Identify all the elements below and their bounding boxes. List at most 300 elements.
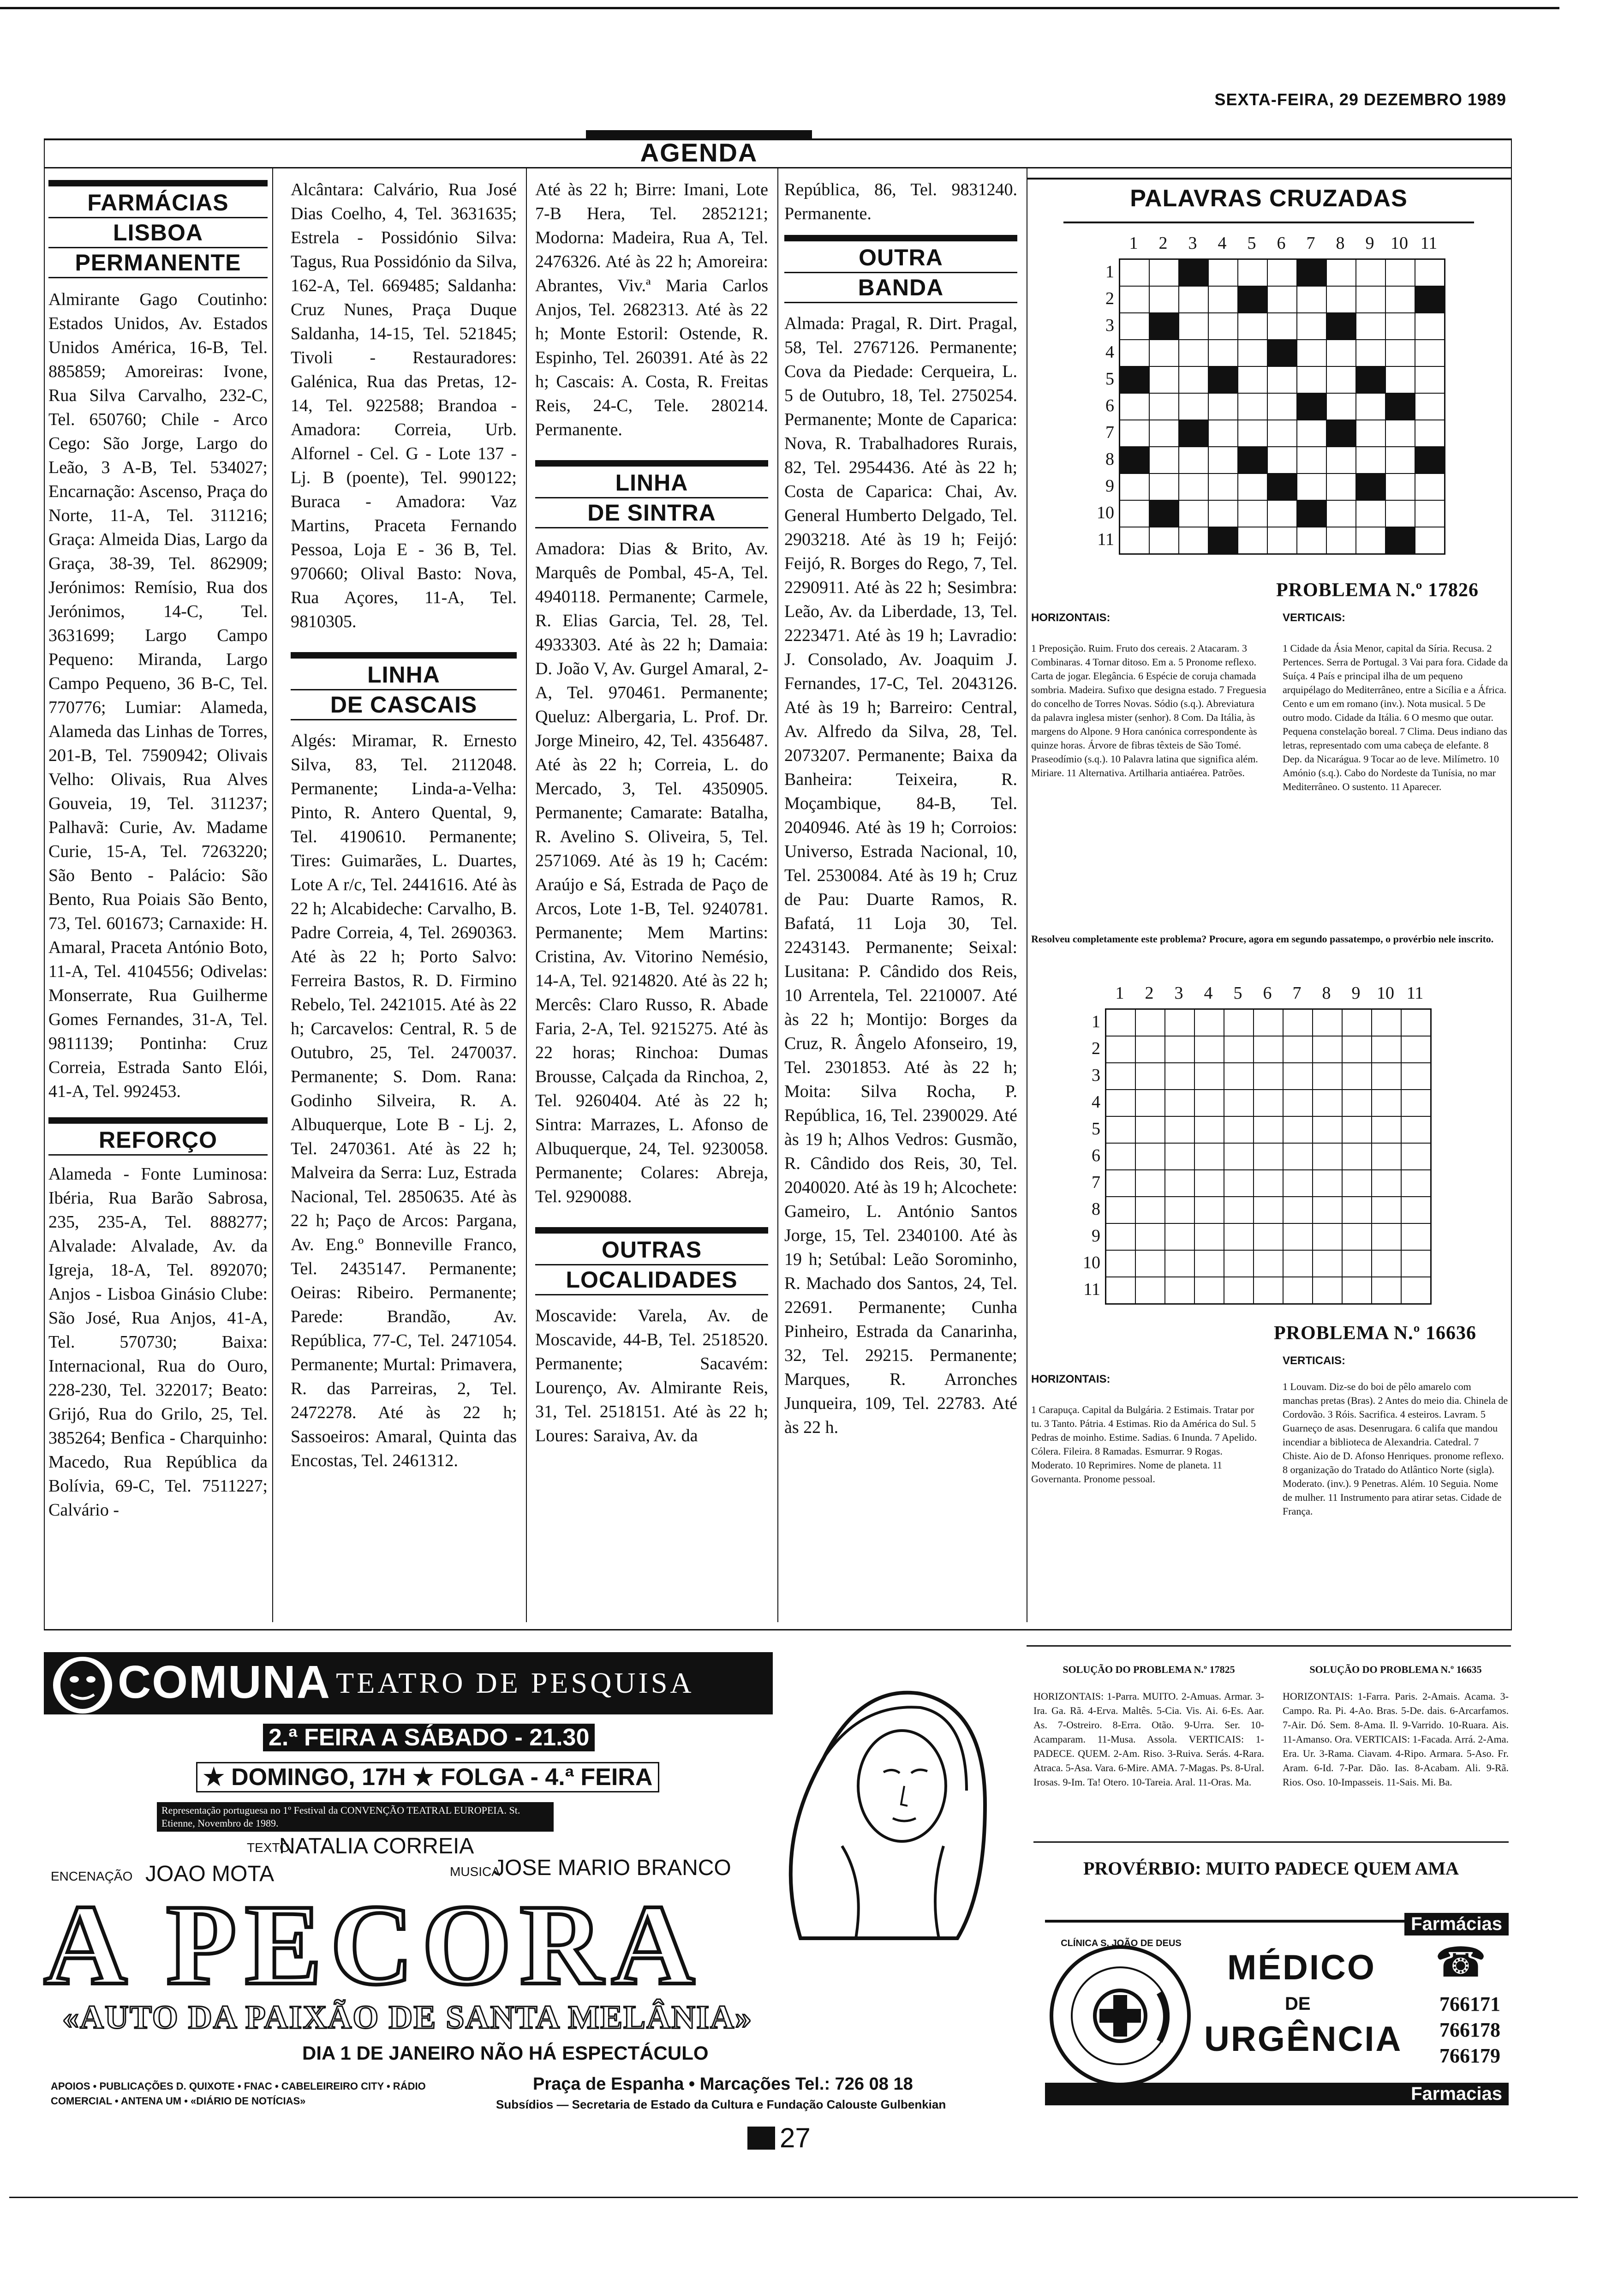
grid-cell[interactable]	[1313, 1170, 1342, 1197]
grid-cell[interactable]	[1342, 1170, 1372, 1197]
grid-cell[interactable]	[1313, 1223, 1342, 1250]
grid-cell[interactable]	[1385, 259, 1415, 287]
grid-cell[interactable]	[1135, 1036, 1165, 1063]
heading-line	[535, 1294, 768, 1295]
grid-cell[interactable]	[1106, 1250, 1136, 1277]
grid-cell[interactable]	[1106, 1063, 1136, 1090]
grid-cell[interactable]	[1415, 527, 1445, 554]
grid-cell[interactable]	[1165, 1170, 1194, 1197]
grid-cell[interactable]	[1224, 1116, 1254, 1143]
grid-cell[interactable]	[1415, 473, 1445, 500]
grid-cell[interactable]	[1238, 393, 1267, 420]
row-number: 10	[1097, 503, 1114, 522]
grid-cell[interactable]	[1372, 1063, 1401, 1090]
grid-cell[interactable]	[1254, 1009, 1283, 1037]
column-sintra-outras	[535, 178, 768, 1448]
heading-permanente: PERMANENTE	[75, 250, 241, 276]
grid-cell[interactable]	[1401, 1250, 1431, 1277]
grid-cell[interactable]	[1356, 447, 1385, 473]
grid-cell[interactable]	[1120, 527, 1150, 554]
grid-cell[interactable]	[1179, 473, 1208, 500]
col-divider-1	[272, 168, 273, 1622]
grid-cell[interactable]	[1208, 340, 1238, 366]
grid-cell[interactable]	[1372, 1009, 1401, 1037]
col-number: 6	[1263, 983, 1272, 1003]
grid-cell[interactable]	[1313, 1063, 1342, 1090]
grid-cell[interactable]	[1283, 1143, 1313, 1170]
col-divider-2	[526, 168, 527, 1622]
grid-cell[interactable]	[1120, 473, 1150, 500]
heading-bar	[291, 652, 517, 659]
grid-cell[interactable]	[1297, 527, 1326, 554]
crossword-grid-1[interactable]	[1119, 258, 1445, 555]
grid1-col-numbers	[1119, 233, 1444, 253]
grid-cell[interactable]	[1179, 366, 1208, 393]
grid-cell[interactable]	[1401, 1143, 1431, 1170]
proverbio-rule	[1033, 1841, 1509, 1843]
grid-cell[interactable]	[1238, 500, 1267, 527]
grid-cell[interactable]	[1401, 1009, 1431, 1037]
grid-cell[interactable]	[1385, 313, 1415, 340]
grid-cell[interactable]	[1283, 1223, 1313, 1250]
grid-cell[interactable]	[1224, 1090, 1254, 1116]
grid-cell[interactable]	[1267, 340, 1297, 366]
grid-cell[interactable]	[1179, 340, 1208, 366]
grid-cell[interactable]	[1401, 1170, 1431, 1197]
grid-cell[interactable]	[1254, 1170, 1283, 1197]
grid-cell[interactable]	[1313, 1197, 1342, 1223]
grid-cell[interactable]	[1224, 1063, 1254, 1090]
grid-cell[interactable]	[1165, 1063, 1194, 1090]
horizontais-label-2: HORIZONTAIS:	[1031, 1373, 1111, 1385]
grid-cell[interactable]	[1165, 1009, 1194, 1037]
grid-cell[interactable]	[1283, 1197, 1313, 1223]
grid-cell[interactable]	[1254, 1197, 1283, 1223]
grid-cell[interactable]	[1238, 286, 1267, 313]
grid-cell[interactable]	[1238, 447, 1267, 473]
col-number: 2	[1145, 983, 1154, 1003]
grid-cell[interactable]	[1415, 393, 1445, 420]
grid-cell[interactable]	[1120, 500, 1150, 527]
grid-cell[interactable]	[1179, 313, 1208, 340]
grid-cell[interactable]	[1149, 527, 1179, 554]
grid-cell[interactable]	[1194, 1116, 1224, 1143]
listing-text: Alcântara: Calvário, Rua José Dias Coelho, 4, Tel. 3631635; Estrela - Possidónio Silva: Tagus, Rua Possidónio da Silva, 162-A, Tel. 669485; Saldanha: Cruz Nunes, Praça Duque Saldanha, 14-15, Tel. 521845; Tivoli - Restauradores: Galénica, Rua das Pretas, 12-14, Tel. 922588; Brandoa - Amadora: Correia, Urb. Alfornel - Cel. G - Lote 137 - Lj. B (poente), Tel. 990122; Buraca - Amadora: Vaz Martins, Praceta Fernando Pessoa, Loja E - 36 B, Tel. 970660; Olival Basto: Nova, Rua Açores, 11-A, Tel. 9810305.	[291, 180, 517, 631]
grid-cell[interactable]	[1401, 1063, 1431, 1090]
grid-cell[interactable]	[1313, 1250, 1342, 1277]
grid-cell[interactable]	[1165, 1036, 1194, 1063]
grid-cell[interactable]	[1254, 1277, 1283, 1304]
col-number: 11	[1406, 983, 1424, 1003]
grid-cell[interactable]	[1372, 1090, 1401, 1116]
crossword-grid-2[interactable]	[1105, 1008, 1432, 1305]
grid-cell[interactable]	[1326, 473, 1356, 500]
grid-cell[interactable]	[1120, 340, 1150, 366]
grid-cell[interactable]	[1208, 259, 1238, 287]
grid-cell[interactable]	[1342, 1143, 1372, 1170]
grid-cell[interactable]	[1238, 420, 1267, 447]
grid-cell[interactable]	[1283, 1036, 1313, 1063]
grid-cell[interactable]	[1120, 286, 1150, 313]
grid-cell[interactable]	[1120, 259, 1150, 287]
grid-cell[interactable]	[1165, 1090, 1194, 1116]
grid-cell[interactable]	[1224, 1036, 1254, 1063]
row-number: 6	[1105, 396, 1114, 415]
grid-cell[interactable]	[1179, 393, 1208, 420]
grid-cell[interactable]	[1149, 447, 1179, 473]
play-subtitle: «AUTO DA PAIXÃO DE SANTA MELÂNIA»	[62, 1999, 753, 2036]
grid-cell[interactable]	[1385, 393, 1415, 420]
grid-cell[interactable]	[1385, 286, 1415, 313]
grid-cell[interactable]	[1356, 366, 1385, 393]
grid-cell[interactable]	[1267, 286, 1297, 313]
grid-cell[interactable]	[1254, 1090, 1283, 1116]
listing-text: Almada: Pragal, R. Dirt. Pragal, 58, Tel. 2767126. Permanente; Cova da Piedade: Cerqueira, L. 5 de Outubro, 18, Tel. 2750254. Permanente; Monte de Caparica: Nova, R. Trabalhadores Rurais, 82, Tel. 2954436. Até às 22 h; Costa de Caparica: Chai, Av. General Humberto Delgado, Tel. 2903218. Até às 19 h; Feijó: Feijó, R. Borges do Rego, 7, Tel. 2290911. Até às 22 h; Sesimbra: Leão, Av. da Liberdade, 13, Tel. 2223471. Até às 19 h; Lavradio: J. Consolado, Av. Joaquim J. Fernandes, 17-C, Tel. 2043126. Até às 19 h; Barreiro: Central, Av. Alfredo da Silva, 28, Tel. 2073207. Permanente; Baixa da Banheira: Teixeira, R. Moçambique, 84-B, Tel. 2040946. Até às 19 h; Corroios: Universo, Estrada Nacional, 10, Tel. 2530084. Até às 19 h; Cruz de Pau: Duarte Ramos, R. Bafatá, 11 Loja 30, Tel. 2243143. Permanente; Seixal: Lusitana: P. Cândido dos Reis, 10 Arrentela, Tel. 2210007. Até às 22 h; Montijo: Borges da Cruz, R. Ângelo Afonseiro, 19, Tel. 2301853. Até às 22 h; Moita: Silva Rocha, P. República, 16, Tel. 2390029. Até às 19 h; Alhos Vedros: Gusmão, R. Cândido dos Reis, 30, Tel. 2040020. Até às 19 h; Alcochete: Gameiro, L. António Santos Jorge, 15, Tel. 2340100. Até às 19 h; Setúbal: Leão Sorominho, R. Machado dos Santos, 24, Tel. 22691. Permanente; Cunha Pinheiro, Estrada da Canarinha, 32, Tel. 29215. Permanente; Marques, R. Arronches Junqueira, 109, Tel. 22783. Até às 22 h.	[784, 314, 1017, 1437]
grid-cell[interactable]	[1283, 1250, 1313, 1277]
grid-cell[interactable]	[1194, 1143, 1224, 1170]
grid-cell[interactable]	[1415, 313, 1445, 340]
grid-cell[interactable]	[1254, 1223, 1283, 1250]
grid-cell[interactable]	[1106, 1197, 1136, 1223]
grid-cell[interactable]	[1106, 1090, 1136, 1116]
grid-cell[interactable]	[1267, 500, 1297, 527]
grid-cell[interactable]	[1267, 366, 1297, 393]
row-number: 7	[1092, 1173, 1100, 1192]
grid-cell[interactable]	[1238, 473, 1267, 500]
grid-cell[interactable]	[1149, 473, 1179, 500]
crossword-top-rule	[1027, 178, 1511, 180]
grid-cell[interactable]	[1135, 1250, 1165, 1277]
grid-cell[interactable]	[1415, 366, 1445, 393]
col-number: 5	[1233, 983, 1242, 1003]
grid-cell[interactable]	[1194, 1036, 1224, 1063]
grid-cell[interactable]	[1401, 1036, 1431, 1063]
grid-cell[interactable]	[1342, 1009, 1372, 1037]
grid-cell[interactable]	[1135, 1009, 1165, 1037]
grid-cell[interactable]	[1224, 1197, 1254, 1223]
grid-cell[interactable]	[1120, 313, 1150, 340]
grid-cell[interactable]	[1267, 420, 1297, 447]
grid-cell[interactable]	[1356, 473, 1385, 500]
grid-cell[interactable]	[1149, 340, 1179, 366]
grid-cell[interactable]	[1401, 1223, 1431, 1250]
grid-cell[interactable]	[1224, 1143, 1254, 1170]
grid-cell[interactable]	[1297, 500, 1326, 527]
grid-cell[interactable]	[1165, 1197, 1194, 1223]
grid-cell[interactable]	[1238, 527, 1267, 554]
grid-cell[interactable]	[1342, 1250, 1372, 1277]
heading-reforco: REFORÇO	[99, 1127, 217, 1153]
solution-2-text: HORIZONTAIS: 1-Farra. Paris. 2-Amais. Acama. 3-Campo. Ra. Pi. 4-Ao. Bras. 5-De. dais. 6-Arcarfamos. 7-Air. Dó. Sem. 8-Ama. Il. 9-Varrido. 10-Ruara. Ais. 11-Amanso. Ora. VERTICAIS: 1-Facada. Arrá. 2-Ama. Era. Ur. 3-Rama. Ciavam. 4-Ripo. Armara. 5-Aso. Fr. Aram. 6-Id. 7-Par. Dão. Ias. 8-Acabam. Ali. 9-Rã. Rios. Oso. 10-Impasseis. 11-Sais. Mi. Ba.	[1283, 1690, 1509, 1788]
grid-cell[interactable]	[1120, 366, 1150, 393]
grid-cell[interactable]	[1267, 259, 1297, 287]
grid-cell[interactable]	[1297, 340, 1326, 366]
grid-cell[interactable]	[1254, 1143, 1283, 1170]
grid-cell[interactable]	[1135, 1063, 1165, 1090]
grid-cell[interactable]	[1254, 1036, 1283, 1063]
grid-cell[interactable]	[1120, 420, 1150, 447]
grid-cell[interactable]	[1313, 1009, 1342, 1037]
grid-cell[interactable]	[1385, 447, 1415, 473]
grid-cell[interactable]	[1106, 1170, 1136, 1197]
grid-cell[interactable]	[1372, 1277, 1401, 1304]
grid-cell[interactable]	[1208, 527, 1238, 554]
grid-cell[interactable]	[1297, 286, 1326, 313]
grid-cell[interactable]	[1194, 1197, 1224, 1223]
grid-cell[interactable]	[1385, 340, 1415, 366]
solution-1-title: SOLUÇÃO DO PROBLEMA N.º 17825	[1063, 1664, 1235, 1675]
grid-cell[interactable]	[1342, 1116, 1372, 1143]
grid-cell[interactable]	[1283, 1116, 1313, 1143]
grid-cell[interactable]	[1372, 1170, 1401, 1197]
grid-cell[interactable]	[1297, 259, 1326, 287]
grid-cell[interactable]	[1106, 1036, 1136, 1063]
grid-cell[interactable]	[1342, 1277, 1372, 1304]
grid-cell[interactable]	[1372, 1197, 1401, 1223]
grid-cell[interactable]	[1149, 286, 1179, 313]
grid-cell[interactable]	[1135, 1197, 1165, 1223]
no-show-date: DIA 1 DE JANEIRO NÃO HÁ ESPECTÁCULO	[302, 2042, 709, 2064]
grid-cell[interactable]	[1179, 420, 1208, 447]
encenacao-label: ENCENAÇÃO	[51, 1869, 133, 1883]
grid-cell[interactable]	[1356, 527, 1385, 554]
grid-cell[interactable]	[1208, 447, 1238, 473]
grid-cell[interactable]	[1283, 1277, 1313, 1304]
heading-outra: OUTRA	[859, 245, 943, 270]
grid-cell[interactable]	[1224, 1223, 1254, 1250]
grid-cell[interactable]	[1267, 447, 1297, 473]
grid-cell[interactable]	[1283, 1170, 1313, 1197]
grid-cell[interactable]	[1208, 286, 1238, 313]
row-number: 5	[1105, 369, 1114, 389]
grid-cell[interactable]	[1415, 286, 1445, 313]
grid-cell[interactable]	[1401, 1090, 1431, 1116]
grid-cell[interactable]	[1135, 1116, 1165, 1143]
grid-cell[interactable]	[1106, 1143, 1136, 1170]
grid-cell[interactable]	[1135, 1223, 1165, 1250]
grid-cell[interactable]	[1326, 393, 1356, 420]
grid-cell[interactable]	[1224, 1170, 1254, 1197]
grid-cell[interactable]	[1194, 1250, 1224, 1277]
grid-cell[interactable]	[1135, 1090, 1165, 1116]
grid-cell[interactable]	[1401, 1116, 1431, 1143]
grid-cell[interactable]	[1238, 259, 1267, 287]
grid-cell[interactable]	[1356, 259, 1385, 287]
grid-cell[interactable]	[1165, 1223, 1194, 1250]
grid-cell[interactable]	[1165, 1277, 1194, 1304]
row-number: 2	[1105, 289, 1114, 308]
grid-cell[interactable]	[1313, 1277, 1342, 1304]
grid-cell[interactable]	[1297, 393, 1326, 420]
col-number: 9	[1351, 983, 1361, 1003]
row-number: 6	[1092, 1146, 1100, 1165]
grid-cell[interactable]	[1106, 1223, 1136, 1250]
grid-cell[interactable]	[1313, 1116, 1342, 1143]
verticais-clues-1: 1 Cidade da Ásia Menor, capital da Síria. Recusa. 2 Pertences. Serra de Portugal. 3 Vai para fora. Cidade da Suíça. 4 País e principal ilha de um pequeno arquipélago do Mediterrâneo, entre a Sicília e a África. Cento e um em romano (inv.). Nota musical. 5 De outro modo. Cidade da Itália. 6 O mesmo que outar. Pequena constelação boreal. 7 Clima. Deus indiano das letras, representado com uma cabeça de elefante. 8 Dep. da Nicarágua. 9 Tocar ao de leve. Milímetro. 10 Amónio (s.q.). Cabo do Nordeste da Tunísia, no mar Mediterrâneo. O sustento. 11 Aparecer.	[1283, 642, 1508, 792]
grid-cell[interactable]	[1356, 500, 1385, 527]
bottom-rule	[9, 2197, 1578, 2198]
grid-cell[interactable]	[1179, 527, 1208, 554]
grid-cell[interactable]	[1385, 527, 1415, 554]
horizontais-clues-2: 1 Carapuça. Capital da Bulgária. 2 Estimais. Tratar por tu. 3 Tanto. Pátria. 4 Estimas. Rio da América do Sul. 5 Pedras de moinho. Estime. Sadias. 6 Inunda. 7 Apelido. Cólera. Fileira. 8 Ramadas. Esmurrar. 9 Rogas. Moderato. 10 Reprimires. Nome de planeta. 11 Governanta. Pronome pessoal.	[1031, 1404, 1257, 1485]
grid-cell[interactable]	[1149, 259, 1179, 287]
grid-cell[interactable]	[1106, 1009, 1136, 1037]
grid-cell[interactable]	[1179, 500, 1208, 527]
grid-cell[interactable]	[1385, 500, 1415, 527]
row-number: 10	[1083, 1253, 1100, 1272]
grid-cell[interactable]	[1326, 340, 1356, 366]
grid-cell[interactable]	[1208, 366, 1238, 393]
grid-cell[interactable]	[1194, 1170, 1224, 1197]
grid-cell[interactable]	[1326, 420, 1356, 447]
grid-cell[interactable]	[1356, 340, 1385, 366]
grid-cell[interactable]	[1342, 1036, 1372, 1063]
grid-cell[interactable]	[1135, 1143, 1165, 1170]
grid-cell[interactable]	[1165, 1143, 1194, 1170]
crossword-title-rule	[1063, 222, 1474, 223]
heading-linha: LINHA	[615, 470, 688, 496]
grid-cell[interactable]	[1208, 313, 1238, 340]
grid-cell[interactable]	[1342, 1090, 1372, 1116]
grid-cell[interactable]	[1165, 1250, 1194, 1277]
grid-cell[interactable]	[1326, 527, 1356, 554]
grid-cell[interactable]	[1194, 1009, 1224, 1037]
grid-cell[interactable]	[1179, 447, 1208, 473]
grid-cell[interactable]	[1106, 1116, 1136, 1143]
grid-cell[interactable]	[1297, 366, 1326, 393]
farmacias-tag-bottom: Farmacias	[1045, 2083, 1509, 2105]
grid-cell[interactable]	[1208, 473, 1238, 500]
grid-cell[interactable]	[1179, 259, 1208, 287]
grid-cell[interactable]	[1179, 286, 1208, 313]
listing-text: Moscavide: Varela, Av. de Moscavide, 44-B, Tel. 2518520. Permanente; Sacavém: Lourenço, Av. Almirante Reis, 31, Tel. 2518151. Até às 22 h; Loures: Saraiva, Av. da	[535, 1306, 768, 1445]
grid-cell[interactable]	[1313, 1090, 1342, 1116]
grid-cell[interactable]	[1208, 420, 1238, 447]
grid-cell[interactable]	[1267, 393, 1297, 420]
grid-cell[interactable]	[1254, 1063, 1283, 1090]
grid-cell[interactable]	[1297, 473, 1326, 500]
grid-cell[interactable]	[1372, 1036, 1401, 1063]
grid-cell[interactable]	[1238, 313, 1267, 340]
grid-cell[interactable]	[1356, 313, 1385, 340]
grid-cell[interactable]	[1401, 1277, 1431, 1304]
grid-cell[interactable]	[1149, 366, 1179, 393]
phone-number[interactable]: 766171	[1439, 1993, 1500, 2015]
dn-logo-icon	[747, 2127, 775, 2150]
grid-cell[interactable]	[1224, 1009, 1254, 1037]
grid-cell[interactable]	[1342, 1197, 1372, 1223]
grid-cell[interactable]	[1238, 366, 1267, 393]
solution-1-text: HORIZONTAIS: 1-Parra. MUITO. 2-Amuas. Armar. 3-Ira. Ga. Rã. 4-Erva. Maltês. 5-Cia. Vis. Ai. 6-Es. Aar. As. 7-Ostreiro. 8-Erra. Otão. 9-Urra. Ser. 10-Acamparam. 11-Musa. Assola. VERTICAIS: 1-PADECE. QUEM. 2-Am. Riso. 3-Ruiva. Serás. 4-Rara. Atraca. 5-Asa. Vara. 6-Mire. AMA. 7-Magas. Ps. 8-Ural. Irosas. 9-Im. Ta! Otero. 10-Tareia. Aral. 11-Oras. Ma.	[1033, 1690, 1264, 1788]
grid-cell[interactable]	[1372, 1223, 1401, 1250]
grid-cell[interactable]	[1313, 1143, 1342, 1170]
grid-cell[interactable]	[1135, 1277, 1165, 1304]
grid-cell[interactable]	[1135, 1170, 1165, 1197]
grid-cell[interactable]	[1149, 420, 1179, 447]
grid-cell[interactable]	[1372, 1116, 1401, 1143]
grid-cell[interactable]	[1326, 313, 1356, 340]
grid-cell[interactable]	[1149, 500, 1179, 527]
grid-cell[interactable]	[1194, 1090, 1224, 1116]
row-number: 1	[1092, 1012, 1100, 1031]
column-outra-banda	[784, 178, 1017, 1439]
grid-cell[interactable]	[1385, 366, 1415, 393]
heading-line	[48, 1154, 268, 1156]
grid-cell[interactable]	[1385, 420, 1415, 447]
grid-cell[interactable]	[1283, 1009, 1313, 1037]
grid-cell[interactable]	[1224, 1277, 1254, 1304]
schedule-weekdays: 2.ª FEIRA A SÁBADO - 21.30	[263, 1724, 595, 1751]
heading-linha: LINHA	[367, 662, 440, 688]
grid-cell[interactable]	[1356, 393, 1385, 420]
grid-cell[interactable]	[1267, 527, 1297, 554]
grid-cell[interactable]	[1415, 259, 1445, 287]
grid-cell[interactable]	[1415, 447, 1445, 473]
row-number: 2	[1092, 1039, 1100, 1058]
musica-label: MUSICA	[450, 1864, 500, 1879]
grid-cell[interactable]	[1254, 1116, 1283, 1143]
grid-cell[interactable]	[1415, 420, 1445, 447]
grid-cell[interactable]	[1342, 1223, 1372, 1250]
grid-cell[interactable]	[1283, 1090, 1313, 1116]
grid-cell[interactable]	[1372, 1143, 1401, 1170]
grid-cell[interactable]	[1267, 313, 1297, 340]
phone-number[interactable]: 766179	[1439, 2044, 1500, 2067]
phone-number[interactable]: 766178	[1439, 2019, 1500, 2041]
grid-cell[interactable]	[1208, 500, 1238, 527]
grid-cell[interactable]	[1326, 259, 1356, 287]
grid-cell[interactable]	[1356, 286, 1385, 313]
grid-cell[interactable]	[1415, 340, 1445, 366]
grid-cell[interactable]	[1297, 447, 1326, 473]
grid-cell[interactable]	[1149, 393, 1179, 420]
grid-cell[interactable]	[1267, 473, 1297, 500]
grid-cell[interactable]	[1120, 393, 1150, 420]
frame-bottom	[44, 1629, 1512, 1630]
grid-cell[interactable]	[1372, 1250, 1401, 1277]
grid-cell[interactable]	[1194, 1277, 1224, 1304]
grid-cell[interactable]	[1297, 313, 1326, 340]
grid-cell[interactable]	[1120, 447, 1150, 473]
grid-cell[interactable]	[1297, 420, 1326, 447]
grid-cell[interactable]	[1208, 393, 1238, 420]
grid-cell[interactable]	[1283, 1063, 1313, 1090]
grid-cell[interactable]	[1149, 313, 1179, 340]
grid-cell[interactable]	[1326, 286, 1356, 313]
heading-line	[784, 302, 1017, 303]
grid-cell[interactable]	[1238, 340, 1267, 366]
grid-cell[interactable]	[1106, 1277, 1136, 1304]
comuna-name: COMUNA	[118, 1656, 331, 1708]
grid-cell[interactable]	[1194, 1063, 1224, 1090]
grid-cell[interactable]	[1326, 447, 1356, 473]
grid-cell[interactable]	[1401, 1197, 1431, 1223]
section-title: AGENDA	[640, 138, 758, 167]
grid-cell[interactable]	[1313, 1036, 1342, 1063]
grid-cell[interactable]	[1326, 500, 1356, 527]
grid-cell[interactable]	[1342, 1063, 1372, 1090]
grid-cell[interactable]	[1356, 420, 1385, 447]
heading-line	[291, 719, 517, 720]
grid-cell[interactable]	[1254, 1250, 1283, 1277]
grid-cell[interactable]	[1385, 473, 1415, 500]
grid-cell[interactable]	[1224, 1250, 1254, 1277]
festival-note: Representação portuguesa no 1º Festival da CONVENÇÃO TEATRAL EUROPEIA. St. Etienne, Novembro de 1989.	[157, 1802, 554, 1832]
grid-cell[interactable]	[1194, 1223, 1224, 1250]
grid-cell[interactable]	[1165, 1116, 1194, 1143]
grid-cell[interactable]	[1415, 500, 1445, 527]
grid-cell[interactable]	[1326, 366, 1356, 393]
